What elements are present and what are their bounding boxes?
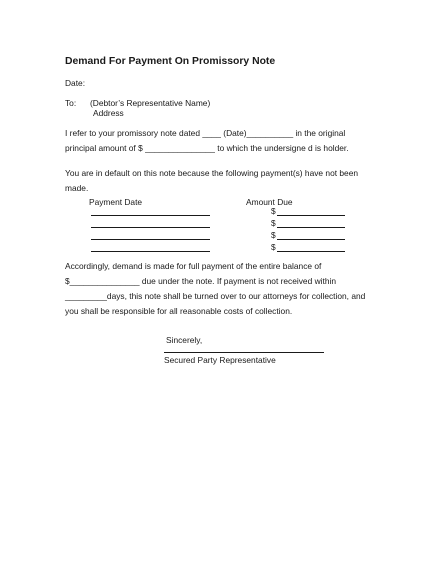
payment-date-blank-4[interactable] xyxy=(91,251,210,252)
amount-due-header: Amount Due xyxy=(246,197,293,207)
recipient-name: (Debtor’s Representative Name) xyxy=(90,98,211,108)
amount-blank[interactable] xyxy=(277,243,345,252)
dollar-sign: $ xyxy=(271,206,276,216)
paragraph-2-line-2: made. xyxy=(65,183,89,193)
paragraph-1-line-1: I refer to your promissory note dated ____ (Date)__________ in the original xyxy=(65,128,346,138)
signature-title: Secured Party Representative xyxy=(164,355,276,365)
dollar-sign: $ xyxy=(271,230,276,240)
amount-blank[interactable] xyxy=(277,219,345,228)
payment-date-blank-1[interactable] xyxy=(91,215,210,216)
paragraph-3-line-1: Accordingly, demand is made for full payment of the entire balance of xyxy=(65,261,322,271)
dollar-sign: $ xyxy=(271,218,276,228)
date-label: Date: xyxy=(65,78,86,88)
document-title: Demand For Payment On Promissory Note xyxy=(65,56,276,67)
amount-due-row-1[interactable] xyxy=(271,206,345,216)
dollar-sign: $ xyxy=(271,242,276,252)
amount-due-row-3[interactable] xyxy=(271,230,345,240)
paragraph-3-line-4: you shall be responsible for all reasonable costs of collection. xyxy=(65,306,293,316)
recipient-address: Address xyxy=(93,108,124,118)
amount-due-row-4[interactable] xyxy=(271,242,345,252)
paragraph-3-line-3: _________days, this note shall be turned over to our attorneys for collection, and xyxy=(65,291,366,301)
amount-blank[interactable] xyxy=(277,231,345,240)
to-label: To: xyxy=(65,98,77,108)
payment-date-blank-3[interactable] xyxy=(91,239,210,240)
signature-line[interactable] xyxy=(164,352,324,353)
payment-date-header: Payment Date xyxy=(89,197,143,207)
paragraph-3-line-2: $_______________ due under the note. If payment is not received within xyxy=(65,276,336,286)
amount-due-row-2[interactable] xyxy=(271,218,345,228)
payment-date-blank-2[interactable] xyxy=(91,227,210,228)
paragraph-1-line-2: principal amount of $ _______________ to which the undersigne d is holder. xyxy=(65,143,349,153)
amount-blank[interactable] xyxy=(277,207,345,216)
paragraph-2-line-1: You are in default on this note because the following payment(s) have not been xyxy=(65,168,359,178)
closing: Sincerely, xyxy=(166,335,203,345)
